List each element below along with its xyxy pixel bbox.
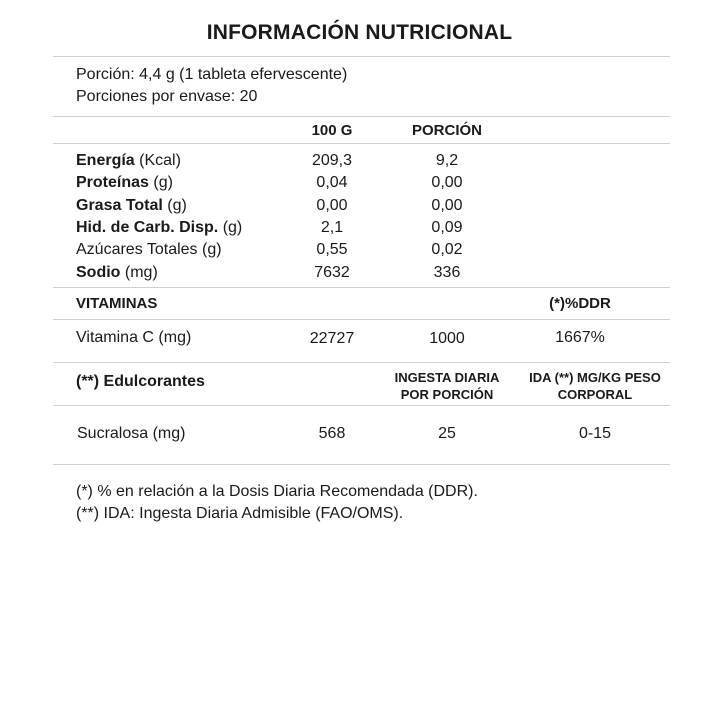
nutrient-per100: 0,04	[316, 174, 348, 191]
ddr-header: (*)%DDR	[549, 295, 611, 312]
intake-header-line1: INGESTA DIARIA	[394, 370, 500, 385]
serving-size: Porción: 4,4 g (1 tableta efervescente)	[76, 66, 348, 83]
footnote-ida: (**) IDA: Ingesta Diaria Admisible (FAO/OMS).	[76, 505, 404, 522]
footnote-ddr: (*) % en relación a la Dosis Diaria Recomendada (DDR).	[76, 483, 478, 500]
nutrient-row-label	[76, 150, 181, 172]
divider	[53, 362, 670, 363]
nutrient-unit: (g)	[222, 219, 243, 236]
nutrient-name: Azúcares Totales	[76, 241, 198, 258]
vitamin-per100: 22727	[309, 330, 355, 347]
ida-header	[510, 369, 680, 403]
sweetener-ida: 0-15	[578, 425, 612, 442]
intake-header-line2: POR PORCIÓN	[400, 387, 494, 402]
nutrient-row-label	[76, 262, 158, 284]
sweetener-intake: 25	[438, 425, 456, 442]
vitamin-ddr: 1667%	[555, 329, 605, 346]
vitamins-header: VITAMINAS	[76, 295, 158, 312]
nutrient-per100: 2,1	[320, 219, 344, 236]
divider	[53, 405, 670, 406]
divider	[53, 143, 670, 144]
sweetener-per100: 568	[318, 425, 346, 442]
nutrient-unit: (mg)	[124, 264, 158, 281]
table-title: INFORMACIÓN NUTRICIONAL	[206, 21, 513, 44]
nutrient-per100: 0,55	[316, 241, 348, 258]
divider	[53, 319, 670, 320]
column-header-100g: 100 G	[311, 122, 353, 139]
nutrient-name: Energía	[76, 152, 135, 169]
nutrient-portion: 9,2	[435, 152, 459, 169]
nutrient-name: Grasa Total	[76, 197, 163, 214]
nutrient-unit: (g)	[202, 241, 222, 258]
nutrient-name: Proteínas	[76, 174, 149, 191]
ida-header-line2: CORPORAL	[557, 387, 633, 402]
sweeteners-header: (**) Edulcorantes	[76, 373, 205, 390]
nutrient-unit: (Kcal)	[139, 152, 181, 169]
nutrient-portion: 0,02	[431, 241, 463, 258]
nutrient-portion: 0,00	[431, 197, 463, 214]
nutrient-portion: 0,09	[431, 219, 463, 236]
divider	[53, 287, 670, 288]
intake-header	[372, 369, 522, 403]
nutrient-row-label	[76, 195, 187, 217]
nutrient-name: Sodio	[76, 264, 121, 281]
servings-per-container: Porciones por envase: 20	[76, 88, 258, 105]
vitamin-portion: 1000	[429, 330, 465, 347]
nutrient-per100: 209,3	[311, 152, 353, 169]
divider	[53, 464, 670, 465]
nutrient-per100: 0,00	[316, 197, 348, 214]
nutrient-portion: 0,00	[431, 174, 463, 191]
nutrient-unit: (g)	[167, 197, 187, 214]
nutrient-row-label	[76, 217, 242, 239]
nutrient-name: Hid. de Carb. Disp.	[76, 219, 219, 236]
nutrient-portion: 336	[433, 264, 461, 281]
vitamin-name: Vitamina C (mg)	[76, 329, 192, 346]
sweetener-name: Sucralosa (mg)	[77, 425, 186, 442]
column-header-portion: PORCIÓN	[411, 122, 482, 139]
divider	[53, 56, 670, 57]
nutrient-row-label	[76, 239, 222, 261]
nutrient-row-label	[76, 172, 173, 194]
ida-header-line1: IDA (**) MG/KG PESO	[529, 370, 661, 385]
nutrient-per100: 7632	[314, 264, 350, 281]
divider	[53, 116, 670, 117]
nutrient-unit: (g)	[153, 174, 173, 191]
